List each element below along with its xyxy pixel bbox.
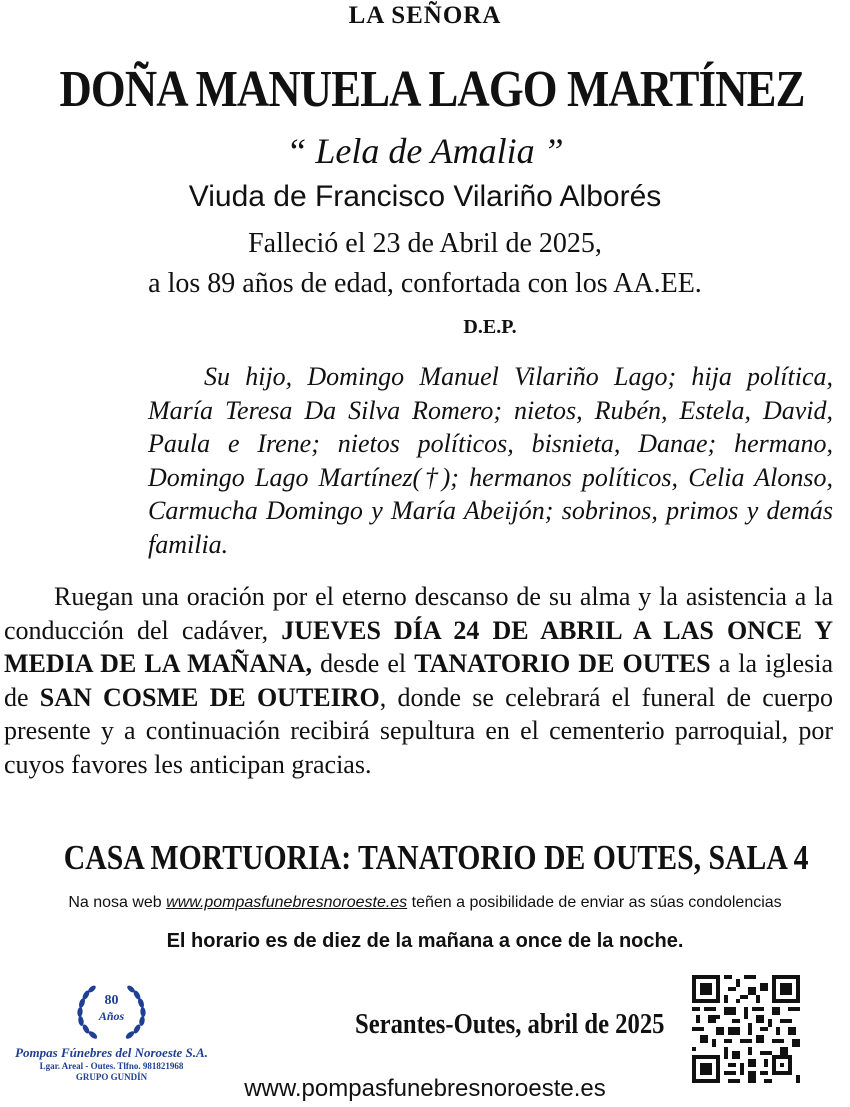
casa-mortuoria: CASA MORTUORIA: TANATORIO DE OUTES, SALA 4 xyxy=(63,838,809,877)
announcement-text-1: Ruegan una oración por el eterno descanso de su alma y la asistencia a la conducción del cadáver, xyxy=(4,582,833,645)
announcement-text-2: desde el xyxy=(312,649,415,678)
age-line: a los 89 años de edad, confortada con los AA.EE. xyxy=(148,268,702,299)
visiting-hours: El horario es de diez de la mañana a once de la noche. xyxy=(166,930,684,952)
announcement-text-3: a la iglesia de xyxy=(4,649,833,712)
widow-of: Viuda de Francisco Vilariño Alborés xyxy=(188,180,662,213)
nickname: “ Lela de Amalia ” xyxy=(286,131,564,171)
title-la-senora: LA SEÑORA xyxy=(348,2,502,29)
web-notice-suffix: teñen a posibilidade de enviar as súas condolencias xyxy=(407,894,782,911)
announcement-paragraph xyxy=(4,580,833,781)
logo-group: GRUPO GUNDÍN xyxy=(75,1072,148,1082)
web-notice-prefix: Na nosa web xyxy=(68,894,167,911)
death-date-line: Falleció el 23 de Abril de 2025, xyxy=(248,228,602,259)
dep-label: D.E.P. xyxy=(463,316,517,338)
footer-website[interactable]: www.pompasfunebresnoroeste.es xyxy=(244,1075,606,1102)
logo-address: Lgar. Areal - Outes. Tlfno. 981821968 xyxy=(39,1061,184,1071)
deceased-name: DOÑA MANUELA LAGO MARTÍNEZ xyxy=(59,61,805,118)
qr-code-icon[interactable] xyxy=(692,975,800,1083)
church-name: SAN COSME DE OUTEIRO xyxy=(39,682,380,712)
condolences-link[interactable]: www.pompasfunebresnoroeste.es xyxy=(166,894,408,911)
logo-years-number: 80 xyxy=(104,993,119,1008)
family-paragraph xyxy=(148,360,833,561)
place-and-date: Serantes-Outes, abril de 2025 xyxy=(355,1008,665,1040)
funeral-origin: TANATORIO DE OUTES xyxy=(414,649,711,678)
logo-years-word: Años xyxy=(98,1009,125,1023)
announcement-text-4: , donde se celebrará el funeral de cuerpo presente y a continuación recibirá sepultura en el cementerio parroquial, por cuyos favores les anticipan gracias. xyxy=(4,682,833,779)
funeral-datetime: JUEVES DÍA 24 DE ABRIL A LAS ONCE Y MEDIA DE LA MAÑANA, xyxy=(4,615,833,678)
family-text: Su hijo, Domingo Manuel Vilariño Lago; hija política, María Teresa Da Silva Romero; nietos, Rubén, Estela, David, Paula e Irene; nietos políticos, bisnieta, Danae; hermano, Domingo Lago Martínez(†); hermanos políticos, Celia Alonso, Carmucha Domingo y María Abeijón; sobrinos, primos y demás familia. xyxy=(148,362,833,559)
company-logo xyxy=(4,975,219,1082)
web-notice xyxy=(0,894,850,912)
logo-company-name: Pompas Fúnebres del Noroeste S.A. xyxy=(15,1045,208,1060)
